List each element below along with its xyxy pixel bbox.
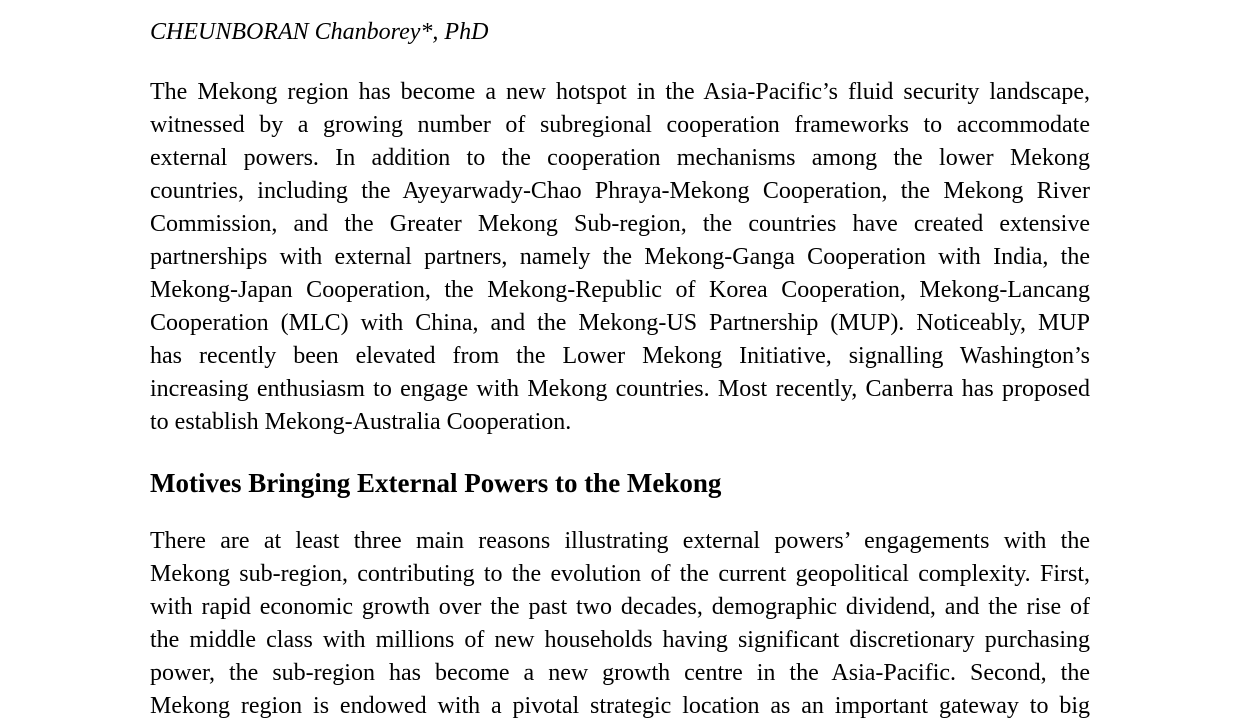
author-byline: CHEUNBORAN Chanborey*, PhD — [150, 19, 489, 45]
text-line: Cooperation (MLC) with China, and the Mekong-US Partnership (MUP). Noticeably, MUP — [150, 310, 1090, 336]
text-line: power, the sub-region has become a new growth centre in the Asia-Pacific. Second, the — [150, 660, 1090, 686]
text-line: with rapid economic growth over the past two decades, demographic dividend, and the rise of — [150, 594, 1090, 620]
motives-paragraph — [150, 525, 1090, 723]
text-line: Mekong region is endowed with a pivotal strategic location as an important gateway to big — [150, 693, 1090, 719]
text-line: the middle class with millions of new households having significant discretionary purchasing — [150, 627, 1090, 653]
text-line: increasing enthusiasm to engage with Mekong countries. Most recently, Canberra has proposed — [150, 376, 1090, 402]
section-heading: Motives Bringing External Powers to the Mekong — [150, 468, 722, 498]
text-line: Mekong-Japan Cooperation, the Mekong-Republic of Korea Cooperation, Mekong-Lancang — [150, 277, 1090, 303]
text-line: external powers. In addition to the cooperation mechanisms among the lower Mekong — [150, 145, 1090, 171]
intro-paragraph — [150, 76, 1090, 439]
text-line: The Mekong region has become a new hotspot in the Asia-Pacific’s fluid security landscape, — [150, 79, 1090, 105]
text-line: countries, including the Ayeyarwady-Chao Phraya-Mekong Cooperation, the Mekong River — [150, 178, 1090, 204]
text-line: witnessed by a growing number of subregional cooperation frameworks to accommodate — [150, 112, 1090, 138]
text-line: Mekong sub-region, contributing to the evolution of the current geopolitical complexity. First, — [150, 561, 1090, 587]
text-line: There are at least three main reasons illustrating external powers’ engagements with the — [150, 528, 1090, 554]
text-line: to establish Mekong-Australia Cooperation. — [150, 409, 572, 435]
text-line: partnerships with external partners, namely the Mekong-Ganga Cooperation with India, the — [150, 244, 1090, 270]
text-line: Commission, and the Greater Mekong Sub-region, the countries have created extensive — [150, 211, 1090, 237]
text-line: has recently been elevated from the Lower Mekong Initiative, signalling Washington’s — [150, 343, 1090, 369]
